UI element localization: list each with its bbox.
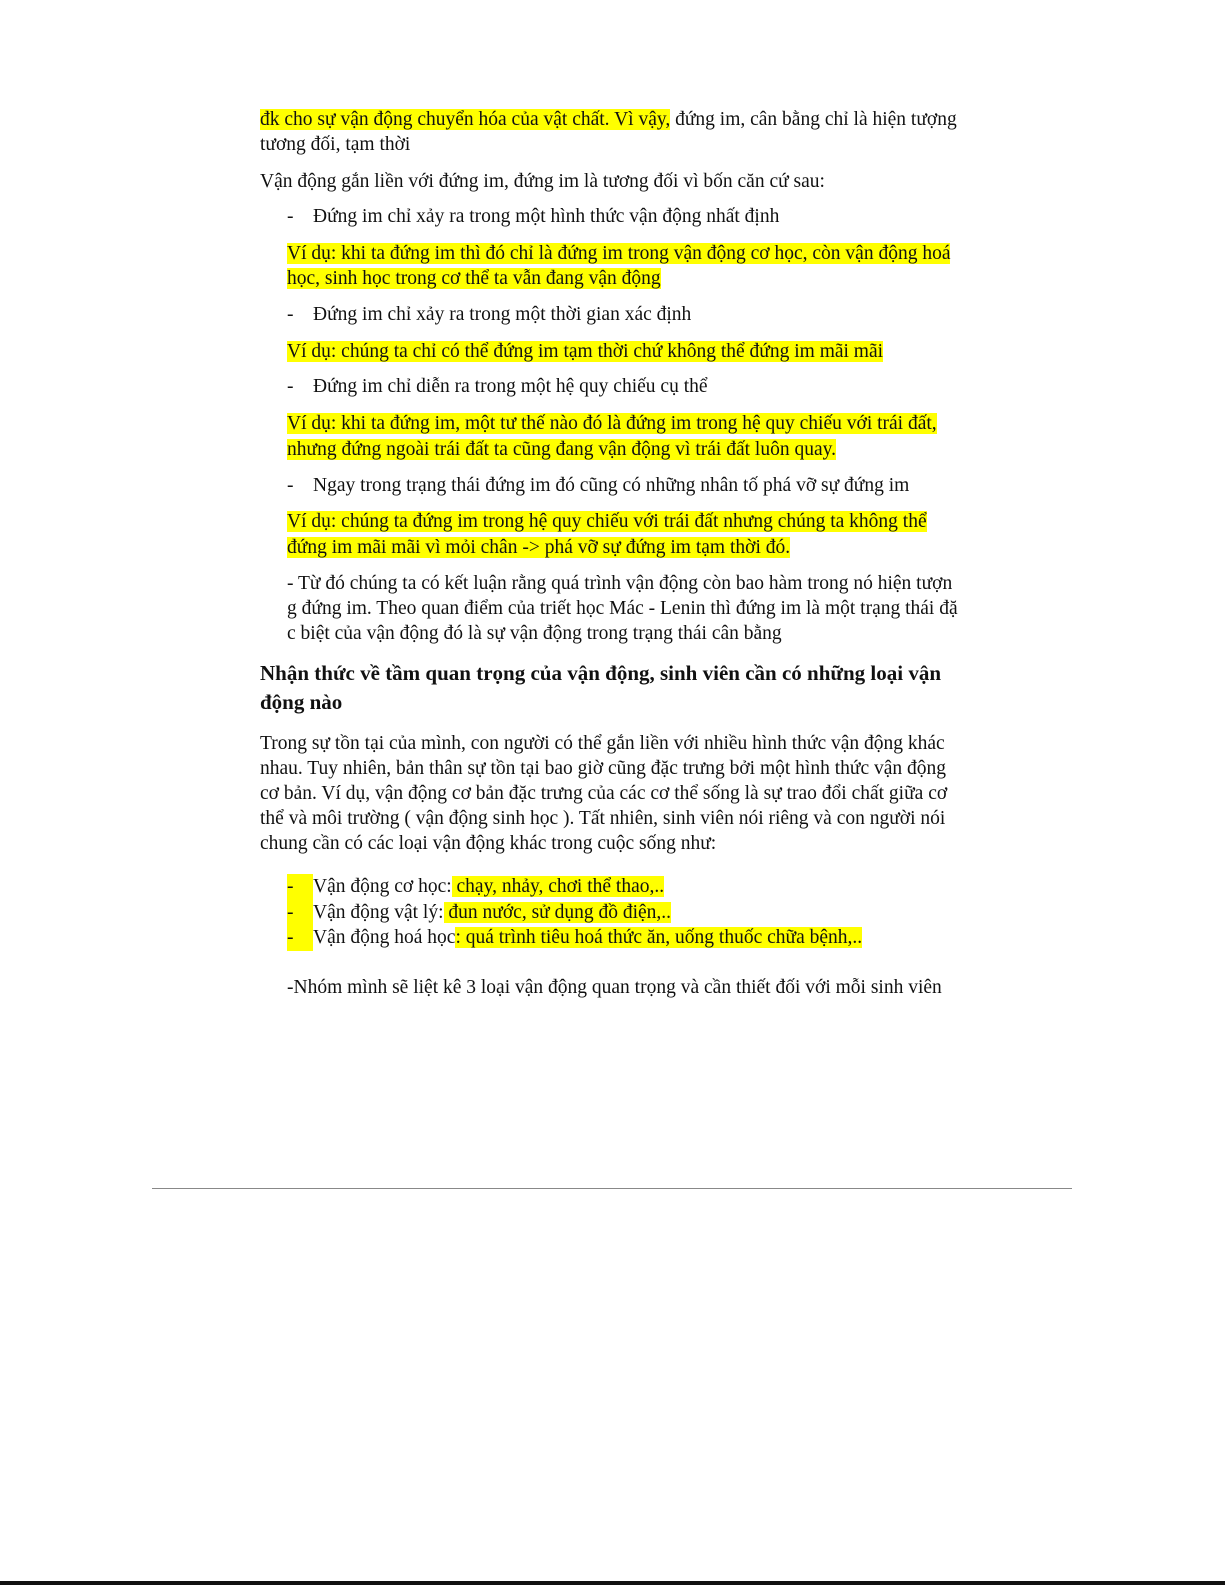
conclusion-line: - Từ đó chúng ta có kết luận rằng quá trình vận động còn bao hàm trong nó hiện tượn <box>287 573 953 594</box>
dash-marker: - <box>287 304 294 325</box>
highlighted-example: Ví dụ: chúng ta chỉ có thể đứng im tạm thời chứ không thể đứng im mãi mãi <box>287 341 884 362</box>
motion-type-label: Vận động cơ học: <box>313 876 452 897</box>
reason-item <box>287 204 779 230</box>
body-line: Trong sự tồn tại của mình, con người có thể gắn liền với nhiều hình thức vận động khác <box>260 733 945 754</box>
closing-text: -Nhóm mình sẽ liệt kê 3 loại vận động quan trọng và cần thiết đối với mỗi sinh viên <box>287 977 942 998</box>
reason-text: Đứng im chỉ xảy ra trong một hình thức vận động nhất định <box>313 206 780 227</box>
paragraph-line: tương đối, tạm thời <box>260 134 411 155</box>
example-line <box>287 437 836 463</box>
dash-marker: - <box>287 475 294 496</box>
highlighted-example: chạy, nhảy, chơi thể thao,.. <box>451 876 665 897</box>
reason-item <box>287 302 691 328</box>
body-line: nhau. Tuy nhiên, bản thân sự tồn tại bao giờ cũng đặc trưng bởi một hình thức vận động <box>260 758 947 779</box>
highlighted-example: học, sinh học trong cơ thể ta vẫn đang vận động <box>287 268 661 289</box>
dash-marker: - <box>287 206 294 227</box>
motion-type-label: Vận động hoá học <box>313 927 456 948</box>
highlighted-example: : quá trình tiêu hoá thức ăn, uống thuốc chữa bệnh,.. <box>455 927 863 948</box>
reason-text: Ngay trong trạng thái đứng im đó cũng có những nhân tố phá vỡ sự đứng im <box>313 475 910 496</box>
body-line: thể và môi trường ( vận động sinh học ). Tất nhiên, sinh viên nói riêng và con người nói <box>260 808 946 829</box>
paragraph-line <box>260 107 957 133</box>
bottom-edge <box>0 1581 1225 1585</box>
reason-text: Đứng im chỉ diễn ra trong một hệ quy chiếu cụ thể <box>313 376 708 397</box>
highlighted-example: Ví dụ: khi ta đứng im thì đó chỉ là đứng im trong vận động cơ học, còn vận động hoá <box>287 243 951 264</box>
body-line: chung cần có các loại vận động khác trong cuộc sống như: <box>260 833 717 854</box>
example-line <box>287 509 927 535</box>
highlighted-text: đk cho sự vận động chuyển hóa của vật chất. Vì vậy, <box>260 109 671 130</box>
example-line <box>287 241 950 267</box>
highlighted-example: Ví dụ: khi ta đứng im, một tư thế nào đó là đứng im trong hệ quy chiếu với trái đất, <box>287 413 937 434</box>
dash-marker: - <box>287 874 313 900</box>
highlighted-example: đứng im mãi mãi vì mỏi chân -> phá vỡ sự đứng im tạm thời đó. <box>287 537 791 558</box>
body-line: cơ bản. Ví dụ, vận động cơ bản đặc trưng của các cơ thể sống là sự trao đổi chất giữa cơ <box>260 783 948 804</box>
section-heading: Nhận thức về tầm quan trọng của vận động, sinh viên cần có những loại vận <box>260 661 942 685</box>
page-divider <box>152 1188 1072 1189</box>
motion-type-item <box>287 925 862 951</box>
dash-marker: - <box>287 900 313 926</box>
motion-type-item <box>287 900 671 926</box>
highlighted-example: nhưng đứng ngoài trái đất ta cũng đang vận động vì trái đất luôn quay. <box>287 439 836 460</box>
section-heading: động nào <box>260 690 343 714</box>
example-line <box>287 266 661 292</box>
intro-text: Vận động gắn liền với đứng im, đứng im là tương đối vì bốn căn cứ sau: <box>260 171 825 192</box>
motion-type-label: Vận động vật lý: <box>313 902 444 923</box>
example-line <box>287 535 790 561</box>
reason-text: Đứng im chỉ xảy ra trong một thời gian xác định <box>313 304 692 325</box>
highlighted-example: Ví dụ: chúng ta đứng im trong hệ quy chiếu với trái đất nhưng chúng ta không thể <box>287 511 927 532</box>
reason-item <box>287 374 708 400</box>
highlighted-example: đun nước, sử dụng đồ điện,.. <box>443 902 672 923</box>
conclusion-line: g đứng im. Theo quan điểm của triết học Mác - Lenin thì đứng im là một trạng thái đặ <box>287 598 958 619</box>
example-line <box>287 339 883 365</box>
dash-marker: - <box>287 376 294 397</box>
reason-item <box>287 473 909 499</box>
paragraph-text: đứng im, cân bằng chỉ là hiện tượng <box>670 109 957 130</box>
conclusion-line: c biệt của vận động đó là sự vận động trong trạng thái cân bằng <box>287 623 782 644</box>
motion-type-item <box>287 874 664 900</box>
dash-marker: - <box>287 925 313 951</box>
example-line <box>287 411 937 437</box>
